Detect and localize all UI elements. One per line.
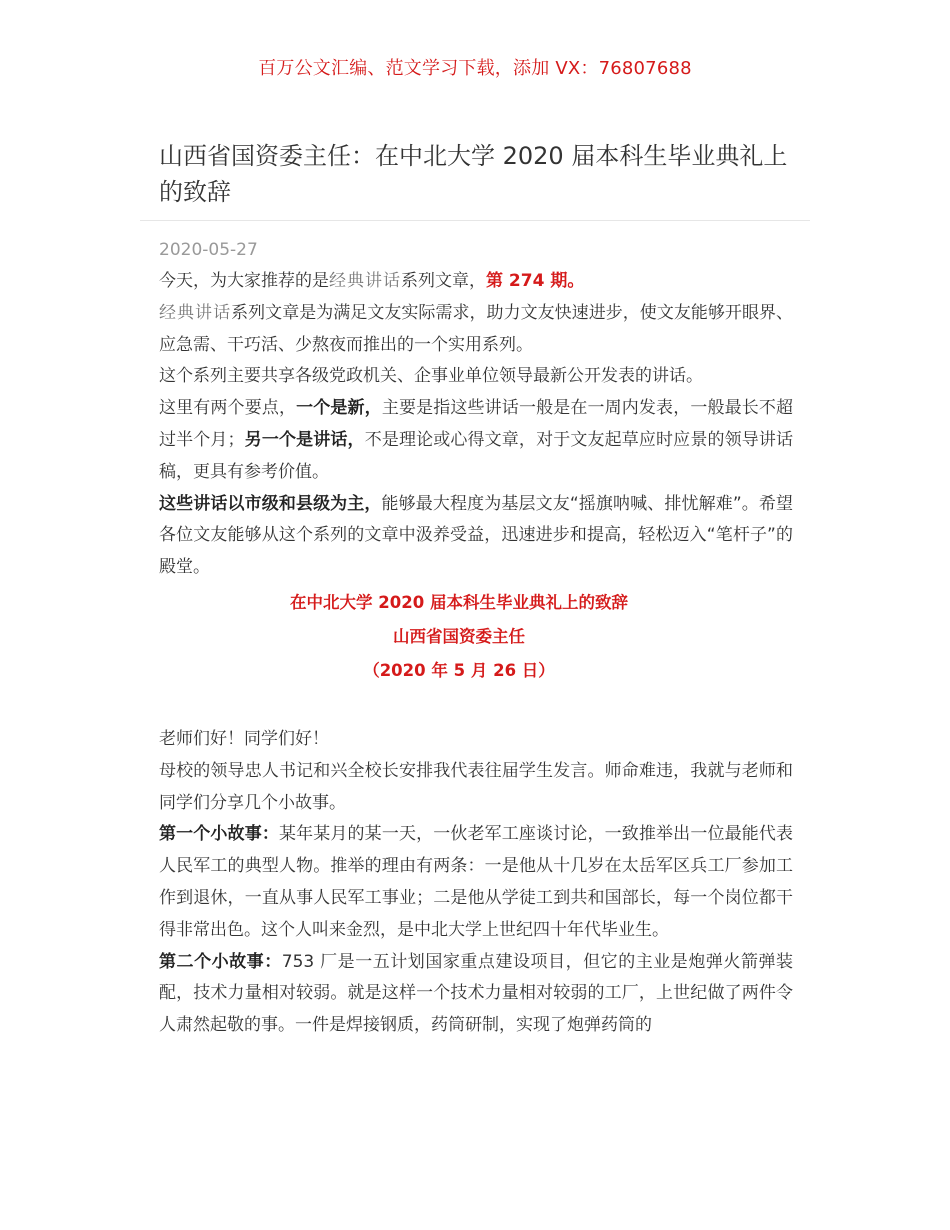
speech-speaker: 山西省国资委主任: [393, 626, 525, 646]
series-name: 经典讲话: [329, 271, 401, 291]
publish-date: 2020-05-27: [159, 240, 258, 260]
spacer: [159, 688, 793, 724]
article-title: 山西省国资委主任：在中北大学 2020 届本科生毕业典礼上的致辞: [159, 142, 788, 206]
speech-greeting: 老师们好！同学们好！: [159, 728, 329, 749]
intro-paragraph-5: 这些讲话以市级和县级为主，能够最大程度为基层文友“摇旗呐喊、排忧解难”。希望各位文友能够从这个系列的文章中汲养受益，迅速进步和提高，轻松迈入“笔杆子”的殿堂。: [159, 493, 793, 578]
intro-paragraph-4: 这里有两个要点，一个是新，主要是指这些讲话一般是在一周内发表，一般最长不超过半个月；另一个是讲话，不是理论或心得文章，对于文友起草应时应景的领导讲话稿，更具有参考价值。: [159, 398, 794, 482]
speech-paragraph-1: 母校的领导忠人书记和兴全校长安排我代表往届学生发言。师命难违，我就与老师和同学们分享几个小故事。: [159, 760, 793, 813]
intro-paragraph-2: 经典讲话系列文章是为满足文友实际需求，助力文友快速进步，使文友能够开眼界、应急需、干巧活、少熬夜而推出的一个实用系列。: [159, 302, 794, 355]
intro-paragraph-1: 今天，为大家推荐的是经典讲话系列文章，第 274 期。: [159, 271, 585, 291]
story-1: 第一个小故事：某年某月的某一天，一伙老军工座谈讨论，一致推举出一位最能代表人民军工的典型人物。推举的理由有两条：一是他从十几岁在太岳军区兵工厂参加工作到退休，一直从事人民军工事业；二是他从学徒工到共和国部长，每一个岗位都干得非常出色。这个人叫来金烈，是中北大学上世纪四十年代毕业生。: [159, 824, 794, 940]
speech-date: （2020 年 5 月 26 日）: [363, 660, 555, 680]
story-2: 第二个小故事：753 厂是一五计划国家重点建设项目，但它的主业是炮弹火箭弹装配，技术力量相对较弱。就是这样一个技术力量相对较弱的工厂，上世纪做了两件令人肃然起敬的事。一件是焊接钢质，药筒研制，实现了炮弹药筒的: [159, 951, 794, 1036]
speech-heading: 在中北大学 2020 届本科生毕业典礼上的致辞: [290, 592, 628, 612]
title-divider: [140, 220, 810, 221]
article-body: [159, 266, 793, 1042]
issue-number: 第 274 期。: [486, 271, 585, 291]
promo-banner: 百万公文汇编、范文学习下载，添加 VX：76807688: [258, 58, 692, 79]
intro-paragraph-3: 这个系列主要共享各级党政机关、企事业单位领导最新公开发表的讲话。: [159, 366, 703, 387]
